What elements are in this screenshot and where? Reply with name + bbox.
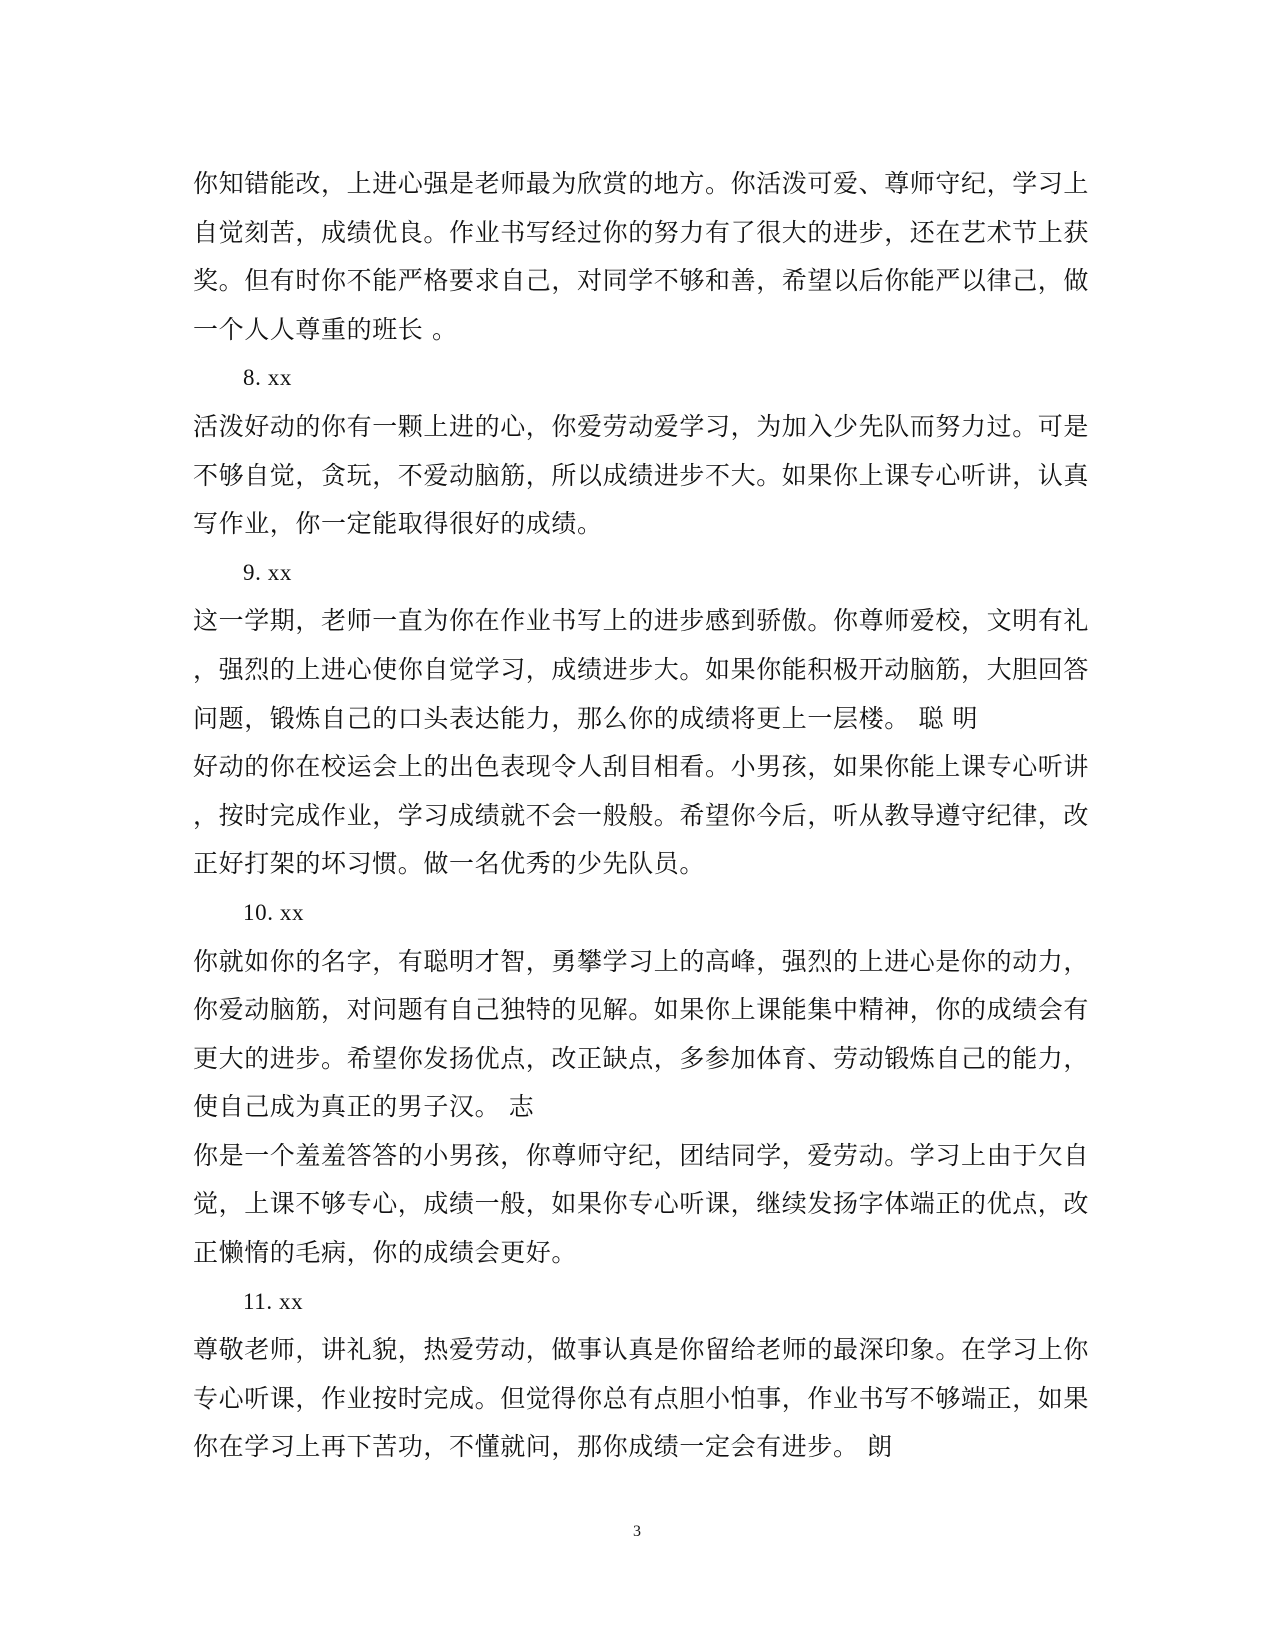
text-line: 问题，锻炼自己的口头表达能力，那么你的成绩将更上一层楼。 聪 明 [193, 703, 979, 733]
text-line: 活泼好动的你有一颗上进的心，你爱劳动爱学习，为加入少先队而努力过。可是 [193, 411, 1090, 441]
text-line: 你在学习上再下苦功，不懂就问，那你成绩一定会有进步。 朗 [193, 1432, 893, 1462]
text-line: 正懒惰的毛病，你的成绩会更好。 [193, 1238, 578, 1268]
text-line: ，强烈的上进心使你自觉学习，成绩进步大。如果你能积极开动脑筋，大胆回答 [193, 654, 1090, 684]
entry-number: 9. xx [243, 559, 292, 585]
text-line: 好动的你在校运会上的出色表现令人刮目相看。小男孩，如果你能上课专心听讲 [193, 752, 1090, 782]
text-line: 奖。但有时你不能严格要求自己，对同学不够和善，希望以后你能严以律己，做 [193, 266, 1090, 296]
text-line: 觉，上课不够专心，成绩一般，如果你专心听课，继续发扬字体端正的优点，改 [193, 1189, 1090, 1219]
text-line: 不够自觉，贪玩，不爱动脑筋，所以成绩进步不大。如果你上课专心听讲，认真 [193, 460, 1090, 490]
text-line: 写作业，你一定能取得很好的成绩。 [193, 509, 603, 539]
document-body [193, 160, 1090, 1472]
text-line: 一个人人尊重的班长 。 [193, 314, 458, 344]
text-line: 这一学期，老师一直为你在作业书写上的进步感到骄傲。你尊师爱校，文明有礼 [193, 606, 1090, 636]
text-line: 你爱动脑筋，对问题有自己独特的见解。如果你上课能集中精神，你的成绩会有 [193, 995, 1090, 1025]
text-line: 使自己成为真正的男子汉。 志 [193, 1092, 535, 1122]
entry-number: 11. xx [243, 1288, 304, 1314]
entry-number: 8. xx [243, 365, 292, 391]
text-line: 你是一个羞羞答答的小男孩，你尊师守纪，团结同学，爱劳动。学习上由于欠自 [193, 1140, 1090, 1170]
entry-number: 10. xx [243, 899, 305, 925]
text-line: 自觉刻苦，成绩优良。作业书写经过你的努力有了很大的进步，还在艺术节上获 [193, 217, 1090, 247]
page-number: 3 [633, 1523, 641, 1540]
text-line: 更大的进步。希望你发扬优点，改正缺点，多参加体育、劳动锻炼自己的能力， [193, 1043, 1090, 1073]
text-line: 你就如你的名字，有聪明才智，勇攀学习上的高峰，强烈的上进心是你的动力， [193, 946, 1090, 976]
text-line: 正好打架的坏习惯。做一名优秀的少先队员。 [193, 849, 706, 879]
text-line: 专心听课，作业按时完成。但觉得你总有点胆小怕事，作业书写不够端正，如果 [193, 1383, 1090, 1413]
text-line: ，按时完成作业，学习成绩就不会一般般。希望你今后，听从教导遵守纪律，改 [193, 800, 1090, 830]
text-line: 你知错能改，上进心强是老师最为欣赏的地方。你活泼可爱、尊师守纪，学习上 [193, 169, 1090, 198]
text-line: 尊敬老师，讲礼貌，热爱劳动，做事认真是你留给老师的最深印象。在学习上你 [193, 1335, 1090, 1365]
